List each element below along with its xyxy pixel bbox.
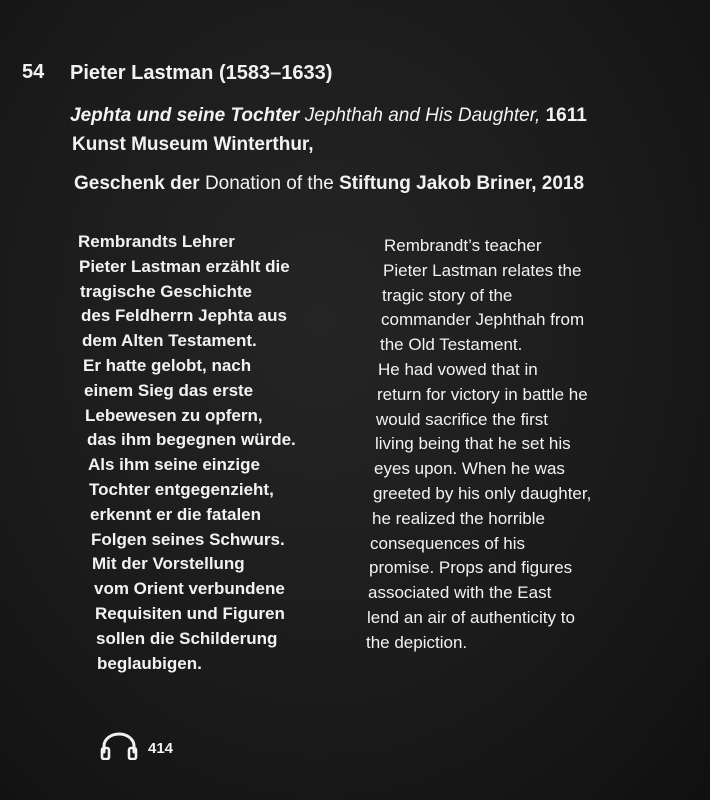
- audio-guide-number: 414: [148, 739, 174, 757]
- english-text-line: He had vowed that in: [378, 359, 538, 379]
- english-text-line: the depiction.: [366, 632, 468, 652]
- german-text-line: das ihm begegnen würde.: [87, 430, 296, 450]
- german-text-line: Mit der Vorstellung: [92, 554, 245, 574]
- german-text-line: des Feldherrn Jephta aus: [81, 306, 287, 326]
- german-text-line: Lebewesen zu opfern,: [85, 405, 263, 425]
- audio-guide: [100, 734, 173, 762]
- english-text-line: living being that he set his: [375, 434, 571, 454]
- german-text-line: sollen die Schilderung: [96, 628, 278, 648]
- credit-english: Donation of the: [199, 173, 340, 194]
- english-text-line: he realized the horrible: [372, 508, 545, 528]
- german-text-line: vom Orient verbundene: [94, 579, 285, 599]
- german-text-line: Requisiten und Figuren: [95, 603, 285, 623]
- catalogue-number: 54: [22, 61, 45, 83]
- german-text-line: erkennt er die fatalen: [90, 504, 262, 524]
- english-text-line: promise. Props and figures: [369, 558, 573, 578]
- english-text-line: consequences of his: [370, 533, 525, 553]
- german-text-line: dem Alten Testament.: [82, 331, 257, 351]
- german-text-line: tragische Geschichte: [80, 281, 252, 301]
- headphones-icon: [100, 732, 138, 765]
- english-text-line: greeted by his only daughter,: [373, 483, 592, 503]
- german-text-line: Als ihm seine einzige: [88, 455, 260, 475]
- german-text-column: [78, 230, 358, 676]
- german-text-line: Rembrandts Lehrer: [78, 232, 235, 251]
- credit-german-prefix: Geschenk der: [74, 173, 200, 194]
- english-text-line: tragic story of the: [382, 285, 513, 305]
- german-text-line: Folgen seines Schwurs.: [91, 529, 285, 549]
- title-english: Jephthah and His Daughter,: [299, 105, 541, 126]
- english-text-line: the Old Testament.: [380, 335, 523, 355]
- english-text-line: commander Jephthah from: [381, 310, 585, 330]
- artwork-year: 1611: [540, 105, 587, 126]
- title-german: Jephta und seine Tochter: [70, 105, 300, 126]
- collection-line: Kunst Museum Winterthur,: [72, 134, 314, 155]
- german-text-line: Pieter Lastman erzählt die: [79, 256, 290, 276]
- credit-line: [74, 172, 584, 196]
- english-text-line: would sacrifice the first: [376, 409, 548, 429]
- german-text-line: Er hatte gelobt, nach: [83, 355, 252, 375]
- german-text-line: beglaubigen.: [97, 653, 202, 673]
- title-line: [70, 104, 587, 128]
- english-text-line: lend an air of authenticity to: [367, 607, 575, 627]
- german-text-line: Tochter entgegenzieht,: [89, 479, 274, 499]
- english-text-line: return for victory in battle he: [377, 384, 588, 404]
- english-text-line: Rembrandt’s teacher: [384, 236, 542, 255]
- english-text-column: [366, 234, 656, 656]
- english-text-line: associated with the East: [368, 583, 552, 603]
- english-text-line: eyes upon. When he was: [374, 459, 565, 479]
- english-text-line: Pieter Lastman relates the: [383, 260, 582, 280]
- credit-donor: Stiftung Jakob Briner, 2018: [339, 173, 585, 194]
- german-text-line: einem Sieg das erste: [84, 380, 254, 400]
- artist-line: Pieter Lastman (1583–1633): [70, 62, 333, 84]
